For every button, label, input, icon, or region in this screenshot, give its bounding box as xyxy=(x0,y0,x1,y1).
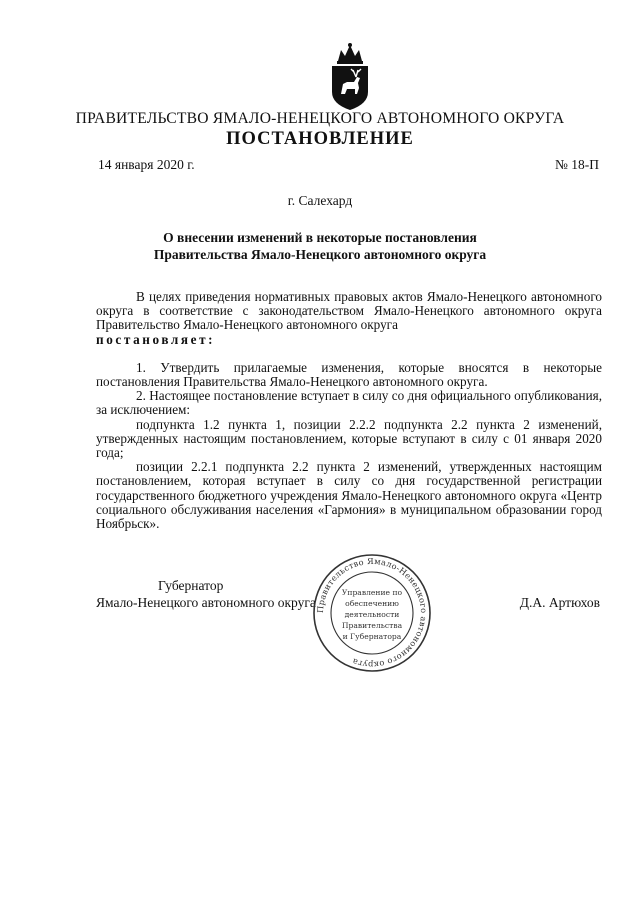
stamp-outer-text: Правительство Ямало-Ненецкого автономного округа xyxy=(314,555,430,671)
stamp-inner-line-1: Управление по xyxy=(341,588,403,597)
subject-line-2: Правительства Ямало-Ненецкого автономного округа xyxy=(153,247,487,262)
document-city: г. Салехард xyxy=(287,193,353,208)
stamp-inner-line-3: деятельности xyxy=(344,610,400,619)
document-subject xyxy=(60,229,580,263)
preamble-paragraph: В целях приведения нормативных правовых актов Ямало-Ненецкого автономного округа в соответствие с законодательством Ямало-Ненецкого автономного округа Правительство Ямало-Ненецкого автономного округа xyxy=(96,289,602,333)
yamal-coat-of-arms-icon xyxy=(327,42,373,112)
document-number: № 18-П xyxy=(554,157,599,172)
coat-of-arms-emblem xyxy=(327,42,373,112)
subject-line-1: О внесении изменений в некоторые постановления xyxy=(163,230,477,245)
item-2-paragraph: 2. Настоящее постановление вступает в силу со дня официального опубликования, за исключением: xyxy=(96,388,602,418)
signer-name: Д.А. Артюхов xyxy=(519,595,600,610)
signer-title-line-1: Губернатор xyxy=(158,578,224,593)
paragraph-gap xyxy=(96,347,602,361)
document-body xyxy=(96,290,602,531)
official-stamp xyxy=(310,551,434,675)
signer-title-line-2: Ямало-Ненецкого автономного округа xyxy=(96,595,316,610)
stamp-inner-line-4: Правительства xyxy=(341,621,403,630)
stamp-inner-line-2: обеспечению xyxy=(345,599,399,608)
item-2-subparagraph-1: подпункта 1.2 пункта 1, позиции 2.2.2 подпункта 2.2 пункта 2 изменений, утвержденных настоящим постановлением, которые вступают в силу с 01 января 2020 года; xyxy=(96,416,602,461)
organization-title: ПРАВИТЕЛЬСТВО ЯМАЛО-НЕНЕЦКОГО АВТОНОМНОГО ОКРУГА xyxy=(75,110,565,127)
document-date: 14 января 2020 г. xyxy=(98,157,195,172)
round-seal-icon xyxy=(310,551,434,675)
document-type-title: ПОСТАНОВЛЕНИЕ xyxy=(226,129,414,149)
item-2-subparagraph-2: позиции 2.2.1 подпункта 2.2 пункта 2 изменений, утвержденных настоящим постановлением, которая вступает в силу со дня государственной регистрации государственного бюджетного учреждения Ямало-Ненецкого автономного округа «Центр социального обслуживания населения «Гармония» в муниципальном образовании город Ноябрьск». xyxy=(96,459,602,532)
stamp-inner-line-5: и Губернатора xyxy=(342,632,402,641)
resolves-word: постановляет: xyxy=(96,331,216,347)
item-1-paragraph: 1. Утвердить прилагаемые изменения, которые вносятся в некоторые постановления Правительства Ямало-Ненецкого автономного округа. xyxy=(96,359,602,390)
